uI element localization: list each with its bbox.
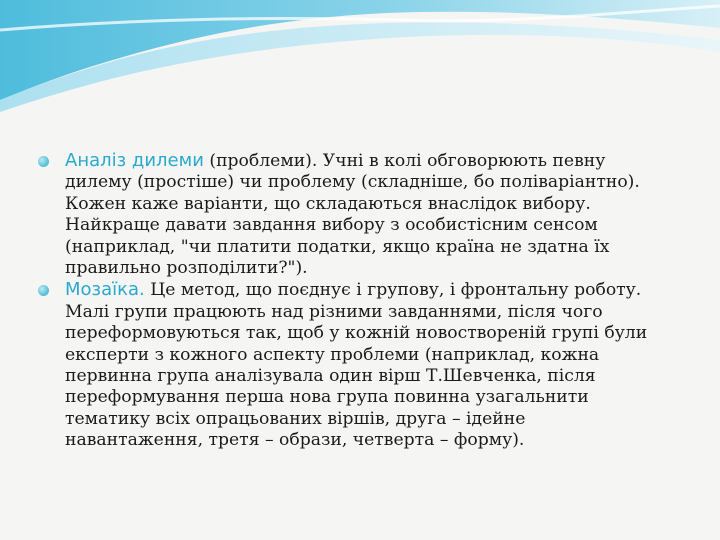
term-label: Мозаїка. bbox=[65, 279, 145, 301]
term-label: Аналіз дилеми bbox=[65, 150, 204, 171]
decorative-wave-header bbox=[0, 0, 720, 120]
list-item-mosaic bbox=[18, 279, 668, 451]
item-text: (проблеми). Учні в колі обговорюють певну дилему (простіше) чи проблему (складніше, бо поліваріантно). Кожен каже варіанти, що складаються внаслідок вибору. Найкраще давати завдання вибору з особистісним сенсом (наприклад, "чи платити податки, якщо країна не здатна їх правильно розподілити?"). bbox=[65, 151, 640, 279]
item-text: Це метод, що поєднує і групову, і фронтальну роботу. Малі групи працюють над різними завданнями, після чого переформовуються так, щоб у кожній новоствореній групі були експерти з кожного аспекту проблеми (наприклад, кожна первинна група аналізувала один вірш Т.Шевченка, після переформування перша нова група повинна узагальнити тематику всіх опрацьованих віршів, друга – ідейне навантаження, третя – образи, четверта – форму). bbox=[65, 280, 648, 451]
bullet-list bbox=[18, 150, 668, 452]
list-item-dilemma-analysis bbox=[18, 150, 668, 279]
bullet-icon bbox=[38, 156, 49, 167]
bullet-icon bbox=[38, 285, 49, 296]
